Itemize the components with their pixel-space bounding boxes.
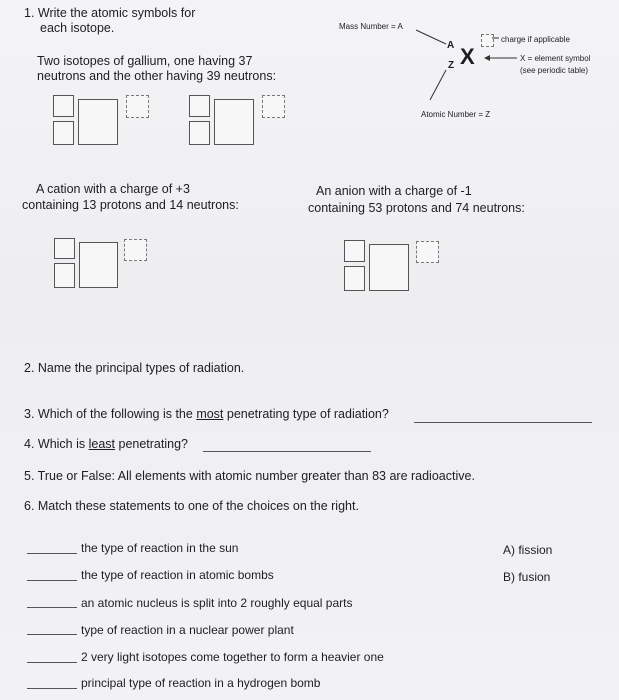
element-symbol-box[interactable] [78,99,118,145]
q1-subtitle: each isotope. [40,21,115,35]
q4-answer-line[interactable] [203,451,371,452]
statement-item: principal type of reaction in a hydrogen bomb [81,676,321,690]
mass-number-box[interactable] [189,95,210,117]
statement-item: type of reaction in a nuclear power plant [81,623,294,637]
element-symbol-box[interactable] [214,99,254,145]
atomic-number-box[interactable] [54,263,75,288]
q3-after: penetrating type of radiation? [223,407,389,421]
atomic-number-box[interactable] [53,121,74,145]
cation-text-2: containing 13 protons and 14 neutrons: [22,198,239,212]
charge-box[interactable] [416,241,439,263]
statement-item: an atomic nucleus is split into 2 roughly equal parts [81,596,353,610]
match-answer-line[interactable] [27,634,77,635]
statement-item: the type of reaction in the sun [81,541,239,555]
cation-text-1: A cation with a charge of +3 [36,182,190,196]
q3-text [24,407,389,421]
q3-emphasis: most [196,407,224,421]
q5-text: 5. True or False: All elements with atomic number greater than 83 are radioactive. [24,469,475,483]
atomic-arrow-line [430,70,446,100]
q4-before: 4. Which is [24,437,89,451]
atomic-number-box[interactable] [189,121,210,145]
charge-box[interactable] [262,95,285,118]
anion-text-1: An anion with a charge of -1 [316,184,472,198]
q4-emphasis: least [88,437,116,451]
charge-box[interactable] [124,239,147,261]
q4-text [24,437,188,451]
q3-answer-line[interactable] [414,422,592,423]
mass-number-box[interactable] [53,95,74,117]
mass-number-box[interactable] [344,240,365,262]
symbol-x: X [460,44,475,69]
q6-text: 6. Match these statements to one of the choices on the right. [24,499,359,513]
choice-fission: A) fission [503,543,553,557]
match-answer-line[interactable] [27,662,77,663]
choice-fusion: B) fusion [503,570,551,584]
gallium-text-2: neutrons and the other having 39 neutrons: [37,69,277,83]
symbol-a: A [447,40,455,51]
q1-title: 1. Write the atomic symbols for [24,6,196,20]
mass-arrow-line [416,30,446,44]
element-symbol-box[interactable] [79,242,118,288]
atomic-number-box[interactable] [344,266,365,291]
charge-label: charge if applicable [501,35,570,44]
mass-number-label: Mass Number = A [339,22,403,31]
match-answer-line[interactable] [27,607,77,608]
match-answer-line[interactable] [27,688,77,689]
element-symbol-label: X = element symbol [520,54,591,63]
q2-text: 2. Name the principal types of radiation. [24,361,245,375]
periodic-table-note: (see periodic table) [520,66,589,75]
match-answer-line[interactable] [27,580,77,581]
atomic-number-label: Atomic Number = Z [421,110,491,119]
element-symbol-box[interactable] [369,244,409,291]
charge-box[interactable] [126,95,149,118]
element-arrow-head [484,55,490,61]
mass-number-box[interactable] [54,238,75,259]
statement-item: the type of reaction in atomic bombs [81,568,274,582]
symbol-z: Z [448,60,455,71]
q4-after: penetrating? [115,437,188,451]
match-answer-line[interactable] [27,553,77,554]
anion-text-2: containing 53 protons and 74 neutrons: [308,201,525,215]
gallium-text-1: Two isotopes of gallium, one having 37 [37,54,253,68]
statement-item: 2 very light isotopes come together to form a heavier one [81,650,384,664]
q3-before: 3. Which of the following is the [24,407,197,421]
